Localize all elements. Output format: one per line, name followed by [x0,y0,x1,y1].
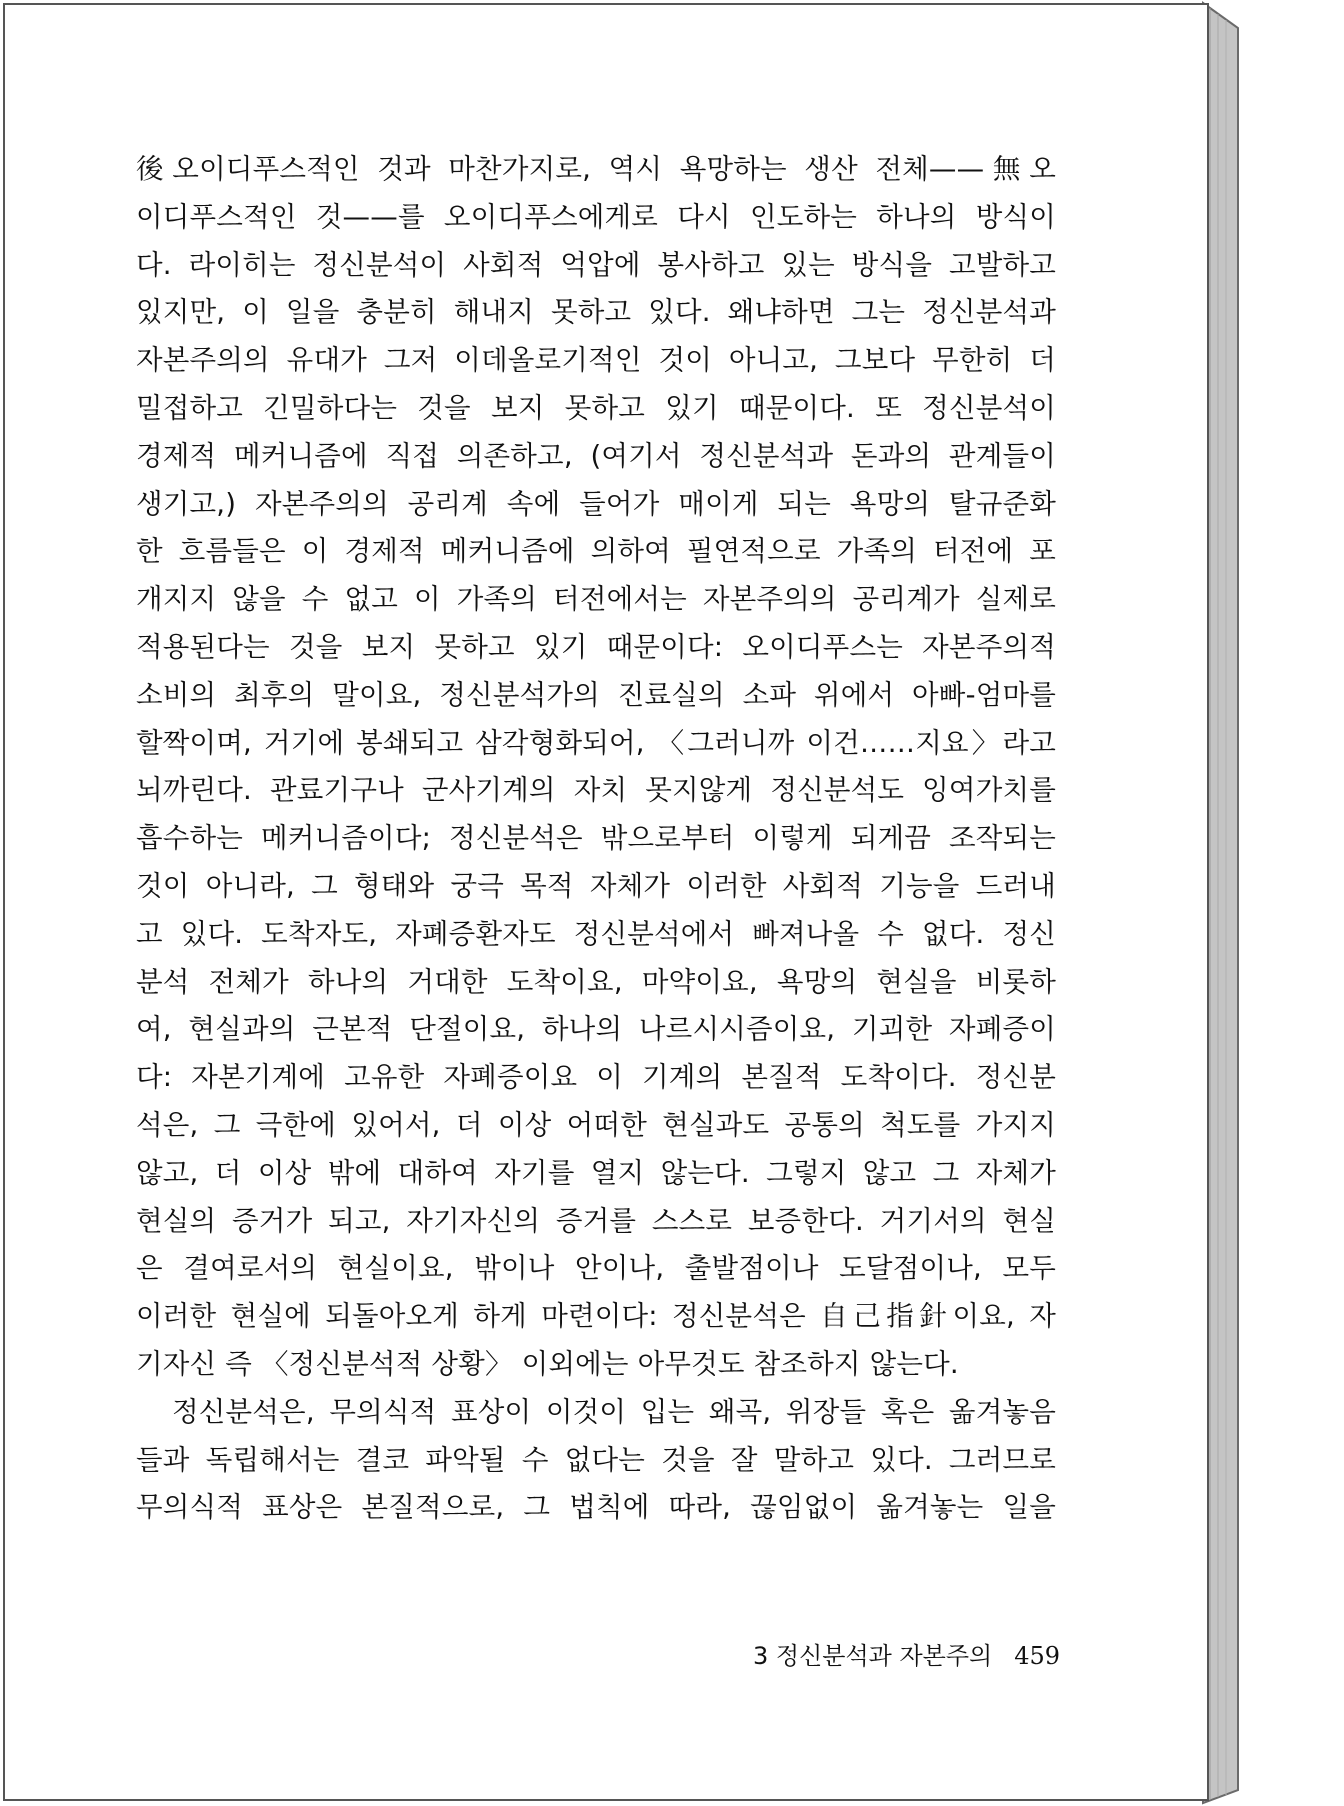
text-line: 개지지 않을 수 없고 이 가족의 터전에서는 자본주의의 공리계가 실제로 [136,583,1056,616]
text-line: 것이 아니라, 그 형태와 궁극 목적 자체가 이러한 사회적 기능을 드러내 [136,869,1056,902]
text-line: 현실의 증거가 되고, 자기자신의 증거를 스스로 보증한다. 거기서의 현실 [136,1204,1056,1237]
text-line: 경제적 메커니즘에 직접 의존하고, (여기서 정신분석과 돈과의 관계들이 [136,439,1056,472]
text-line: 들과 독립해서는 결코 파악될 수 없다는 것을 잘 말하고 있다. 그러므로 [136,1443,1056,1476]
text-line: 밀접하고 긴밀하다는 것을 보지 못하고 있기 때문이다. 또 정신분석이 [136,391,1056,424]
text-line: 여, 현실과의 근본적 단절이요, 하나의 나르시시즘이요, 기괴한 자폐증이 [136,1013,1056,1046]
text-line: 있지만, 이 일을 충분히 해내지 못하고 있다. 왜냐하면 그는 정신분석과 [136,296,1056,329]
text-line: 석은, 그 극한에 있어서, 더 이상 어떠한 현실과도 공통의 척도를 가지지 [136,1108,1056,1141]
text-line: 할짝이며, 거기에 봉쇄되고 삼각형화되어, 〈그러니까 이건……지요〉라고 [136,726,1056,759]
text-line: 자본주의의 유대가 그저 이데올로기적인 것이 아니고, 그보다 무한히 더 [136,344,1056,377]
text-line: 뇌까린다. 관료기구나 군사기계의 자치 못지않게 정신분석도 잉여가치를 [136,774,1056,807]
text-line: 흡수하는 메커니즘이다; 정신분석은 밖으로부터 이렇게 되게끔 조작되는 [136,822,1056,855]
text-line: 생기고,) 자본주의의 공리계 속에 들어가 매이게 되는 욕망의 탈규준화 [136,487,1056,520]
text-line: 이디푸스적인 것——를 오이디푸스에게로 다시 인도하는 하나의 방식이 [136,200,1056,233]
text-line: 고 있다. 도착자도, 자폐증환자도 정신분석에서 빠져나올 수 없다. 정신 [136,917,1056,950]
body-text [136,146,1056,1532]
text-line: 정신분석은, 무의식적 표상이 이것이 입는 왜곡, 위장들 혹은 옮겨놓음 [172,1395,1056,1428]
text-line: 은 결여로서의 현실이요, 밖이나 안이나, 출발점이나 도달점이나, 모두 [136,1252,1056,1285]
text-line: 않고, 더 이상 밖에 대하여 자기를 열지 않는다. 그렇지 않고 그 자체가 [136,1156,1056,1189]
chapter-title: 3 정신분석과 자본주의 [753,1642,993,1670]
text-line: 後오이디푸스적인 것과 마찬가지로, 역시 욕망하는 생산 전체——無오 [136,153,1056,185]
text-line: 기자신 즉 〈정신분석적 상황〉 이외에는 아무것도 참조하지 않는다. [136,1347,959,1380]
text-line: 다: 자본기계에 고유한 자폐증이요 이 기계의 본질적 도착이다. 정신분 [136,1061,1056,1094]
text-line: 소비의 최후의 말이요, 정신분석가의 진료실의 소파 위에서 아빠-엄마를 [136,678,1056,711]
text-line: 한 흐름들은 이 경제적 메커니즘에 의하여 필연적으로 가족의 터전에 포 [136,535,1056,568]
text-line: 무의식적 표상은 본질적으로, 그 법칙에 따라, 끊임없이 옮겨놓는 일을 [136,1491,1056,1524]
text-line: 분석 전체가 하나의 거대한 도착이요, 마약이요, 욕망의 현실을 비롯하 [136,965,1056,998]
running-footer [700,1636,1060,1676]
text-line: 적용된다는 것을 보지 못하고 있기 때문이다: 오이디푸스는 자본주의적 [136,630,1056,663]
text-line: 다. 라이히는 정신분석이 사회적 억압에 봉사하고 있는 방식을 고발하고 [136,248,1056,281]
text-line: 이러한 현실에 되돌아오게 하게 마련이다: 정신분석은 自己指針이요, 자 [136,1300,1056,1333]
page-number: 459 [1014,1642,1060,1670]
